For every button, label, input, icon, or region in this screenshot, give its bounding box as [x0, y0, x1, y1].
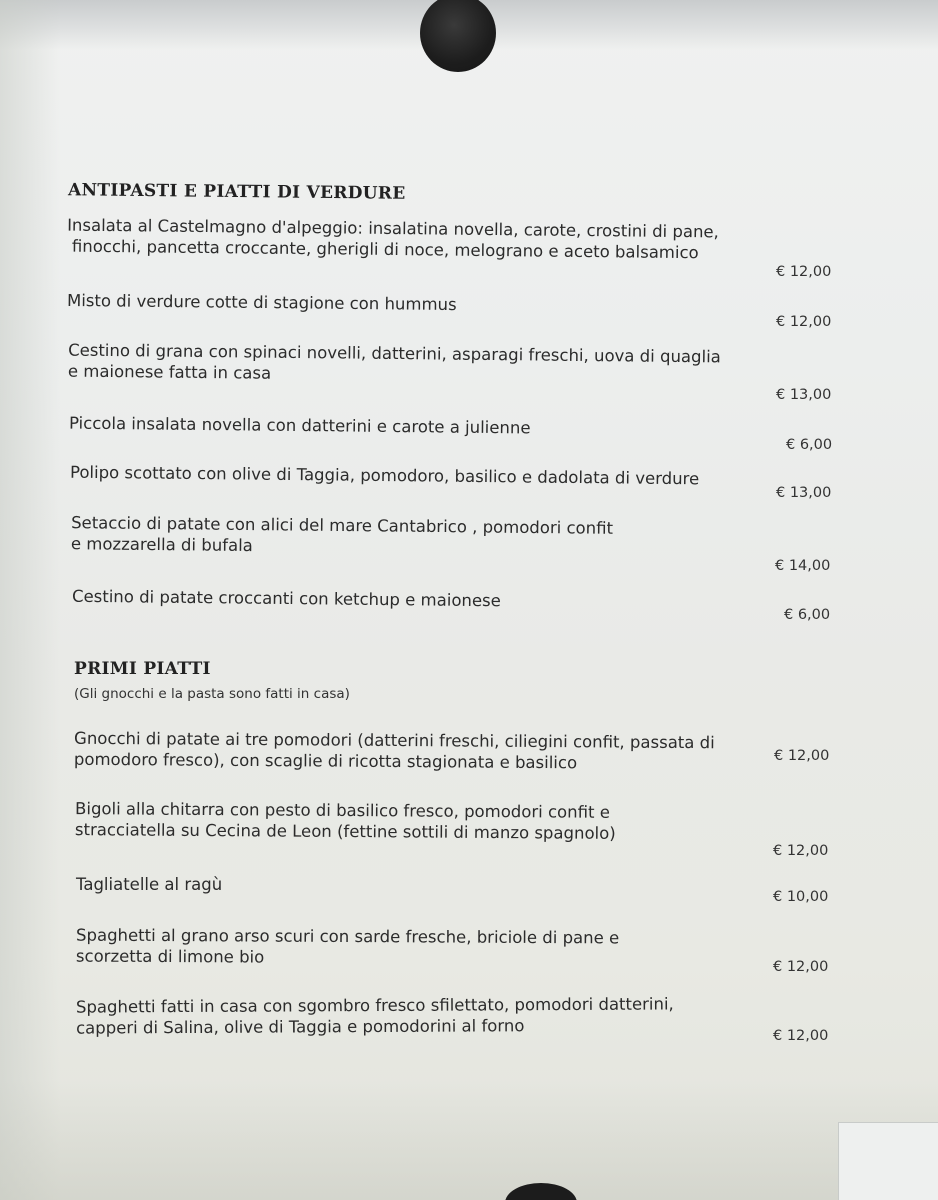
- bottom-shadow: [0, 1080, 938, 1200]
- menu-item-line: capperi di Salina, olive di Taggia e pomodorini al forno: [76, 1016, 525, 1038]
- menu-item-text: [76, 874, 222, 895]
- menu-item-line: Gnocchi di patate ai tre pomodori (datterini freschi, ciliegini confit, passata di: [74, 728, 715, 753]
- section-title-antipasti: ANTIPASTI E PIATTI DI VERDURE: [67, 180, 406, 204]
- menu-item-price: € 10,00: [773, 889, 829, 905]
- menu-item-line: Cestino di grana con spinaci novelli, datterini, asparagi freschi, uova di quaglia: [68, 340, 721, 367]
- menu-item-line: Misto di verdure cotte di stagione con hummus: [66, 290, 457, 315]
- menu-item-text: [69, 413, 531, 439]
- menu-item-line: pomodoro fresco), con scaglie di ricotta stagionata e basilico: [73, 749, 578, 773]
- menu-item-line: e maionese fatta in casa: [67, 361, 272, 383]
- menu-item-price: € 12,00: [773, 843, 829, 859]
- menu-item-text: [76, 993, 674, 1038]
- menu-item-line: Setaccio di patate con alici del mare Cantabrico , pomodori confit: [71, 513, 614, 538]
- menu-item-line: Polipo scottato con olive di Taggia, pomodoro, basilico e dadolata di verdure: [69, 462, 700, 489]
- menu-item-line: Tagliatelle al ragù: [76, 875, 223, 894]
- menu-item-text: [68, 340, 721, 389]
- left-shadow: [0, 0, 60, 1200]
- menu-item-price: € 12,00: [773, 1028, 829, 1044]
- menu-item-line: Piccola insalata novella con datterini e carote a julienne: [68, 413, 531, 438]
- menu-item-price: € 12,00: [773, 959, 829, 975]
- binder-hole-top: [420, 0, 496, 72]
- menu-item-price: € 14,00: [775, 558, 831, 574]
- menu-item-price: € 12,00: [776, 264, 832, 280]
- menu-item-price: € 6,00: [784, 607, 831, 623]
- section-title-primi: PRIMI PIATTI: [74, 659, 211, 679]
- menu-item-text: [67, 215, 719, 264]
- menu-item-text: [71, 512, 613, 560]
- menu-item-text: [72, 586, 501, 611]
- menu-item-line: e mozzarella di bufala: [70, 534, 253, 556]
- menu-item-line: stracciatella su Cecina de Leon (fettine sottili di manzo spagnolo): [74, 820, 616, 843]
- section-note: (Gli gnocchi e la pasta sono fatti in casa): [74, 686, 350, 702]
- menu-item-line: scorzetta di limone bio: [75, 946, 265, 967]
- menu-item-text: [75, 798, 616, 844]
- menu-item-text: [74, 728, 715, 774]
- menu-item-price: € 6,00: [786, 437, 833, 453]
- menu-item-text: [76, 925, 619, 970]
- menu-item-line: Insalata al Castelmagno d'alpeggio: insalatina novella, carote, crostini di pane,: [67, 215, 719, 242]
- menu-item-line: Spaghetti fatti in casa con sgombro fresco sfilettato, pomodori datterini,: [75, 994, 674, 1017]
- menu-item-line: Spaghetti al grano arso scuri con sarde fresche, briciole di pane e: [76, 925, 620, 948]
- menu-item-price: € 13,00: [776, 485, 832, 501]
- menu-item-line: Cestino di patate croccanti con ketchup e maionese: [71, 586, 501, 611]
- page-corner: [838, 1122, 938, 1200]
- menu-item-line: finocchi, pancetta croccante, gherigli di noce, melograno e aceto balsamico: [71, 236, 699, 263]
- menu-item-line: Bigoli alla chitarra con pesto di basilico fresco, pomodori confit e: [75, 799, 610, 822]
- menu-item-text: [67, 290, 457, 315]
- menu-item-price: € 12,00: [776, 314, 832, 330]
- menu-item-price: € 13,00: [776, 387, 832, 403]
- menu-item-price: € 12,00: [774, 748, 830, 764]
- menu-item-text: [70, 462, 699, 490]
